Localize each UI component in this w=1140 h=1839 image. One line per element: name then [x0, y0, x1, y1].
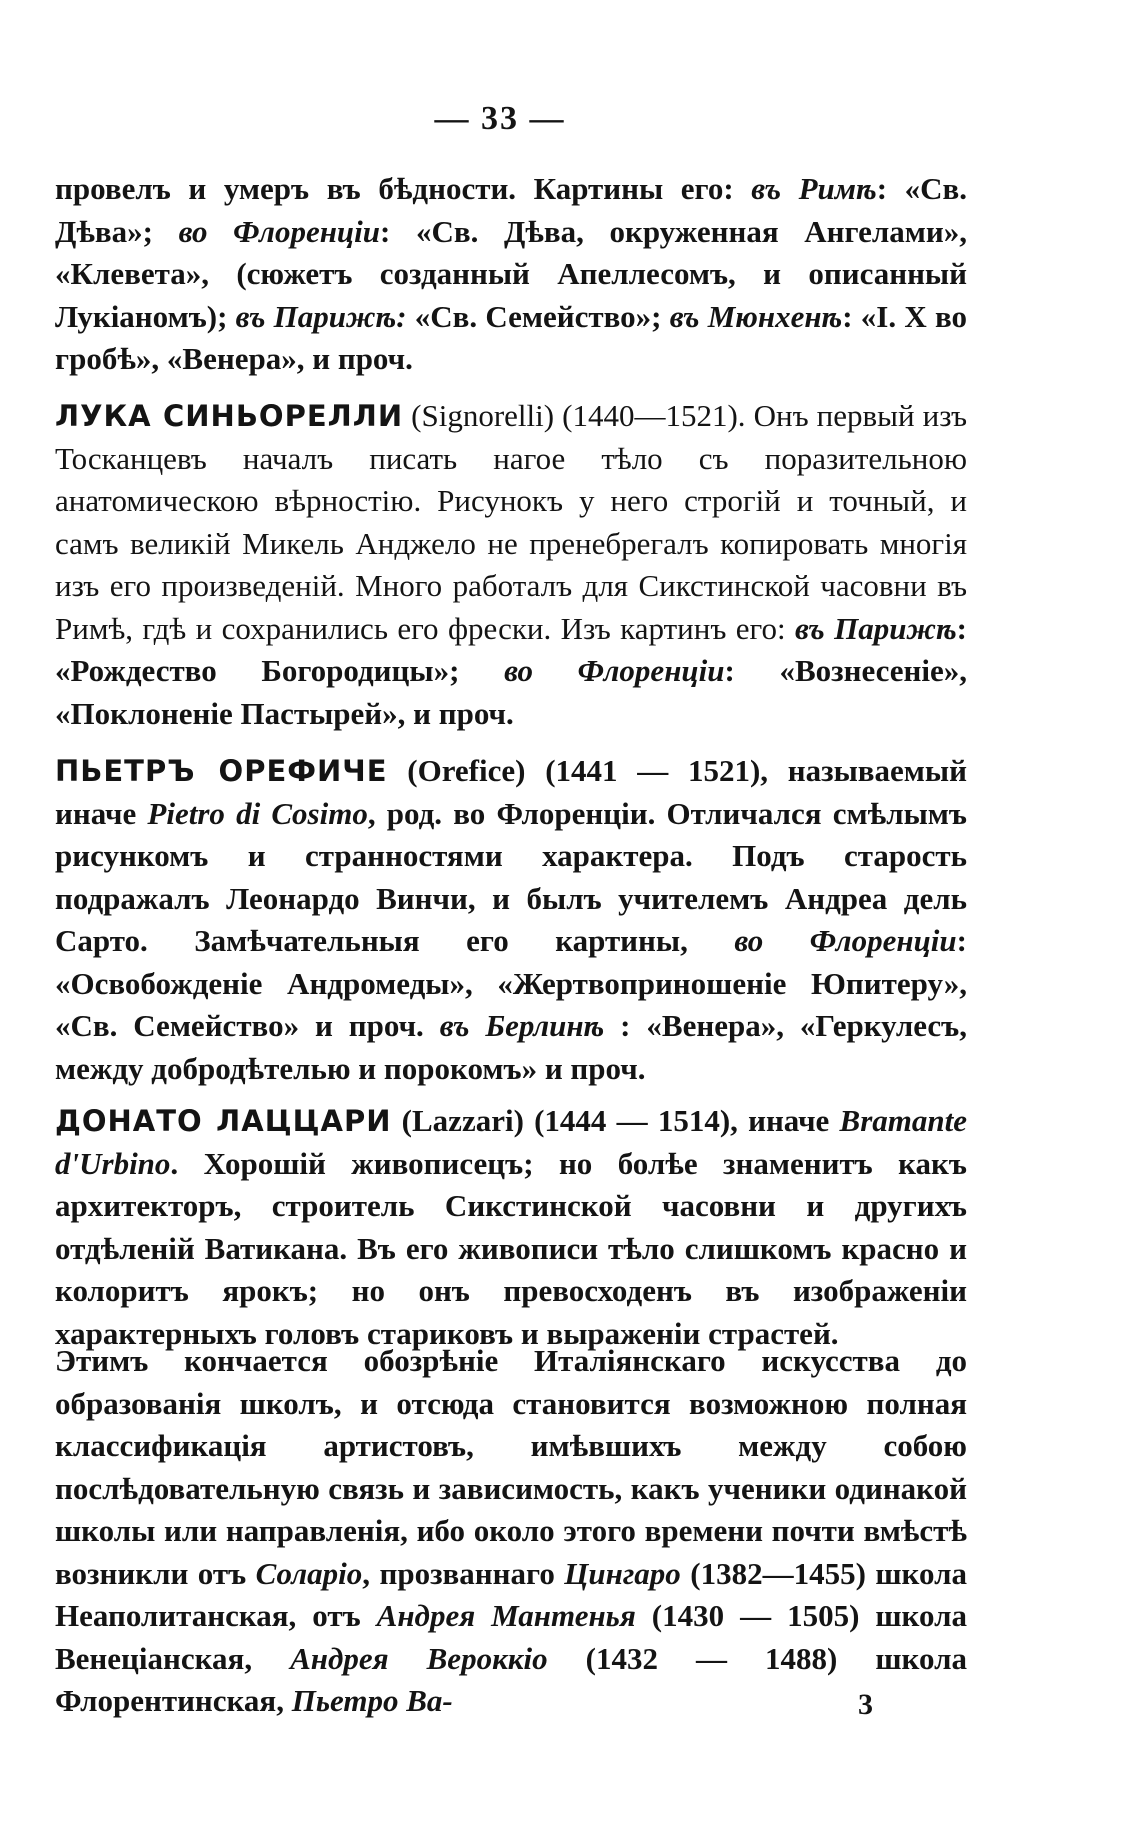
- text-run: : «Св. Дѣва, окруженная Ангелами», «Клевета», (сюжетъ созданный Апеллесомъ, и описанный Лукіаномъ);: [55, 213, 967, 334]
- paragraph-signorelli: [55, 395, 967, 735]
- text-run: (1432 — 1488) школа Флорентинская,: [55, 1640, 967, 1718]
- artist-pietro: Пьетро Ва-: [291, 1683, 453, 1718]
- place-paris: въ Парижѣ:: [235, 298, 407, 334]
- text-run: : «Освобожденіе Андромеды», «Жертвоприношеніе Юпитеру», «Св. Семейство» и проч.: [55, 923, 967, 1043]
- text-run: (1382—1455) школа Неаполитанская, отъ: [55, 1555, 967, 1633]
- paragraph-botticelli-end: [55, 168, 967, 381]
- text-run: : «Вознесеніе», «Поклоненіе Пастырей», и проч.: [55, 653, 967, 731]
- text-run: (1430 — 1505) школа Венеціанская,: [55, 1598, 967, 1676]
- text-run: : «Венера», «Геркулесъ, между добродѣтелью и порокомъ» и проч.: [55, 1008, 967, 1086]
- artist-solario: Соларіо: [255, 1555, 363, 1591]
- page-number: — 33 —: [434, 100, 566, 137]
- artist-name: ПЬЕТРЪ ОРЕФИЧЕ: [55, 754, 388, 788]
- place-paris: въ Парижѣ: [794, 610, 957, 646]
- paragraph-schools: [55, 1340, 967, 1723]
- text-run: (Orefice) (1441 — 1521), называемый иначе: [55, 753, 967, 831]
- artist-mantegna: Андрея Мантенья: [376, 1598, 636, 1633]
- place-florence: во Флоренціи: [734, 923, 957, 958]
- signature-mark: 3: [858, 1688, 873, 1721]
- text-run: (Lazzari) (1444 — 1514), иначе: [391, 1103, 840, 1138]
- place-rome: въ Римѣ: [751, 171, 877, 206]
- place-berlin: въ Берлинѣ: [439, 1008, 605, 1043]
- text-run: . Хорошій живописецъ; но болѣе знаменитъ какъ архитекторъ, строитель Сикстинской часовни и другихъ отдѣленій Ватикана. Въ его живописи тѣло слишкомъ красно и колоритъ ярокъ; но онъ превосходенъ въ изображеніи характерныхъ головъ стариковъ и выраженіи страстей.: [55, 1145, 967, 1351]
- place-florence: во Флоренціи: [504, 653, 725, 688]
- text-run: : «Св. Дѣва»;: [55, 171, 968, 249]
- artist-verrocchio: Андрея Вероккіо: [290, 1640, 548, 1676]
- text-run: , прозваннаго: [362, 1555, 565, 1591]
- artist-name: ДОНАТО ЛАЦЦАРИ: [55, 1104, 392, 1138]
- artist-name: ЛУКА СИНЬОРЕЛЛИ: [55, 399, 404, 433]
- text-run: (Signorelli) (1440—1521). Онъ первый изъ Тосканцевъ началъ писать нагое тѣло съ поразительною анатомическою вѣрностію. Рисунокъ у него строгій и точный, и самъ великій Микель Анджело не пренебрегалъ копировать многія изъ его произведеній. Много работалъ для Сикстинской часовни въ Римѣ, гдѣ и сохранились его фрески. Изъ картинъ его:: [55, 398, 967, 646]
- text-run: «Св. Семейство»;: [406, 298, 670, 334]
- text-run: Этимъ кончается обозрѣніе Италіянскаго искусства до образованія школъ, и отсюда становится возможною полная классификація артистовъ, имѣвшихъ между собою послѣдовательную связь и зависимость, какъ ученики одинакой школы или направленія, ибо около этого времени почти вмѣстѣ возникли отъ: [55, 1343, 967, 1591]
- place-florence: во Флоренціи: [178, 213, 381, 249]
- text-run: : «І. Х во гробѣ», «Венера», и проч.: [55, 298, 967, 376]
- paragraph-lazzari: [55, 1100, 967, 1355]
- place-munich: въ Мюнхенѣ: [669, 298, 843, 334]
- paragraph-orefice: [55, 750, 967, 1090]
- artist-zingaro: Цингаро: [564, 1555, 681, 1591]
- text-run: , род. во Флоренціи. Отличался смѣлымъ рисункомъ и странностями характера. Подъ старость подражалъ Леонардо Винчи, и былъ учителемъ Андреа дель Сарто. Замѣчательныя его картины,: [55, 795, 967, 958]
- text-run: : «Рождество Богородицы»;: [55, 610, 967, 688]
- artist-alias: Pietro di Cosimo: [147, 795, 368, 831]
- text-run: провелъ и умеръ въ бѣдности. Картины его:: [55, 171, 752, 206]
- artist-alias: Bramante d'Urbino: [55, 1103, 967, 1181]
